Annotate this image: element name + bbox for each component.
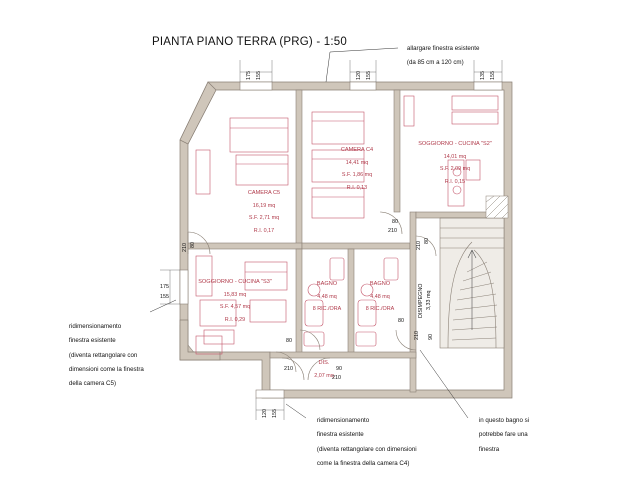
dim-left-155: 155 bbox=[160, 294, 169, 300]
note-window-enlarge: allargare finestra esistente (da 85 cm a 120 cm) bbox=[406, 45, 480, 67]
door-80-a: 80 bbox=[190, 242, 196, 248]
room-soggiorno-cucina-s3: SOGGIORNO - CUCINA "S3" 15,83 mq S.F. 4,57 mq R.I. 0,29 bbox=[198, 279, 272, 323]
door-210-f: 210 bbox=[284, 366, 293, 372]
door-210-d: 210 bbox=[414, 331, 420, 340]
door-90-e: 90 bbox=[336, 366, 342, 372]
dim-bottom-155: 155 bbox=[272, 409, 278, 418]
dim-left-175: 175 bbox=[160, 284, 169, 290]
door-210-b: 210 bbox=[388, 228, 397, 234]
room-camera-c4: CAMERA C4 14,41 mq S.F. 1,86 mq R.I. 0,13 bbox=[340, 147, 374, 191]
note-bathroom-window: in questo bagno si potrebbe fare una finestra bbox=[478, 417, 530, 453]
door-80-c: 80 bbox=[424, 238, 430, 244]
note-resize-window-c4: ridimensionamento finestra esistente (diventa rettangolare con dimensioni come la finestra della camera C4) bbox=[316, 417, 417, 467]
dim-top-135: 135 bbox=[480, 71, 486, 80]
dim-top-175: 175 bbox=[246, 71, 252, 80]
room-bagno-right: BAGNO 4,48 mq 8 RIC./ORA bbox=[365, 281, 395, 313]
door-80-d: 80 bbox=[398, 318, 404, 324]
door-80-b: 80 bbox=[392, 219, 398, 225]
dim-top-155-c: 155 bbox=[490, 71, 496, 80]
dim-bottom-120: 120 bbox=[262, 409, 268, 418]
label-disimpegno-vert: DISIMPEGNO bbox=[418, 283, 424, 318]
door-80-f: 80 bbox=[286, 338, 292, 344]
page-title: PIANTA PIANO TERRA (PRG) - 1:50 bbox=[152, 36, 347, 48]
door-90-g: 90 bbox=[428, 334, 434, 340]
room-disimpegno: DIS. 2,07 mq bbox=[314, 360, 334, 379]
door-210-a: 210 bbox=[182, 243, 188, 252]
door-210-e: 210 bbox=[332, 375, 341, 381]
room-camera-c5: CAMERA C5 16,19 mq S.F. 2,71 mq R.I. 0,17 bbox=[247, 190, 281, 234]
dim-top-155-b: 155 bbox=[366, 71, 372, 80]
room-soggiorno-cucina-s2: SOGGIORNO - CUCINA "S2" 14,01 mq S.F. 2,09 mq R.I. 0,15 bbox=[418, 141, 492, 185]
dim-top-120: 120 bbox=[356, 71, 362, 80]
door-210-c: 210 bbox=[416, 241, 422, 250]
room-bagno-left: BAGNO 4,48 mq 8 RIC./ORA bbox=[312, 281, 342, 313]
hatch-block bbox=[486, 196, 508, 218]
label-disimpegno-area: 3,33 mq bbox=[426, 290, 432, 310]
note-resize-window-c5: ridimensionamento finestra esistente (diventa rettangolare con dimensioni come la finestra della camera C5) bbox=[68, 323, 144, 388]
dim-top-155-a: 155 bbox=[256, 71, 262, 80]
staircase bbox=[440, 218, 504, 348]
